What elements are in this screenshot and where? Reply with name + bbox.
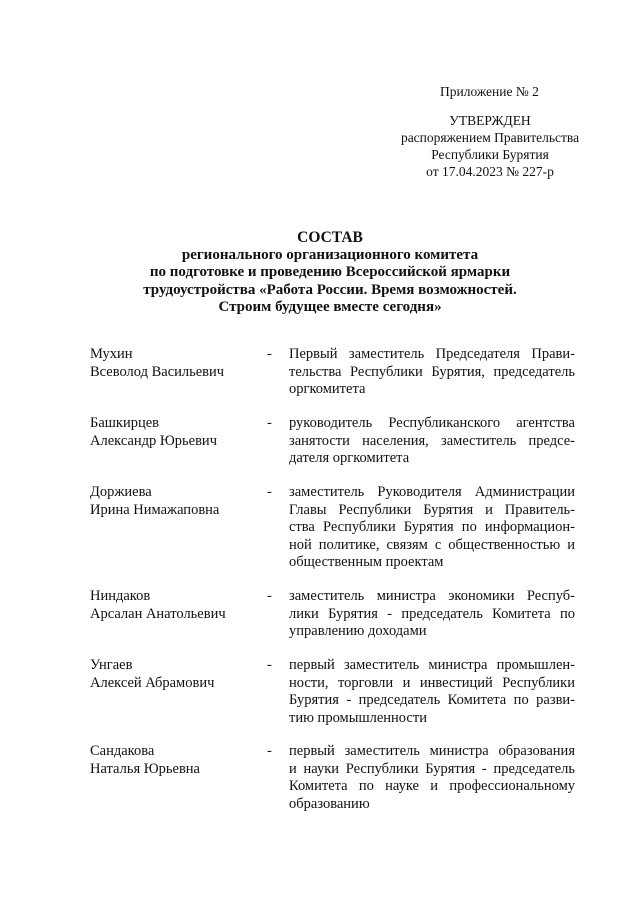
title-line: по подготовке и проведению Всероссийской ярмарки [149, 264, 511, 280]
role-line: общественным проектам [289, 554, 444, 570]
title-line: регионального организационного комитета [181, 246, 479, 263]
appendix-label: Приложение № 2 [440, 84, 539, 99]
role-line: первый заместитель министра образования [289, 743, 575, 759]
member-surname: Мухин [90, 346, 133, 362]
role-line: ства Республики Бурятия по информацион- [289, 519, 575, 535]
member-role [289, 588, 575, 641]
member-role [289, 346, 575, 399]
role-line: образованию [289, 795, 370, 812]
separator-dash: - [267, 346, 272, 362]
member-surname: Унгаев [90, 657, 133, 673]
member-surname: Доржиева [90, 484, 152, 500]
role-line: Главы Республики Бурятия и Правитель- [289, 501, 575, 518]
member-name [90, 484, 260, 519]
role-line: Комитета по науке и профессиональному [289, 778, 575, 794]
member-entry [90, 657, 575, 743]
member-given-names: Всеволод Васильевич [90, 363, 225, 380]
member-surname: Башкирцев [90, 415, 160, 431]
member-entry [90, 346, 575, 415]
role-line: оргкомитета [289, 381, 366, 397]
separator-dash: - [267, 588, 272, 604]
role-line: лики Бурятия - председатель Комитета по [289, 605, 575, 622]
member-name [90, 588, 260, 623]
role-line: ной политике, связям с общественностью и [289, 536, 575, 553]
approved-line: распоряжением Правительства [400, 130, 580, 145]
member-role [289, 657, 575, 727]
title-line: Строим будущее вместе сегодня» [218, 299, 442, 315]
document-title [120, 229, 540, 317]
separator-dash: - [267, 657, 272, 673]
member-role [289, 743, 575, 813]
member-surname: Ниндаков [90, 588, 151, 604]
title-main: СОСТАВ [297, 229, 363, 246]
role-line: тельства Республики Бурятия, председатель [289, 363, 575, 380]
approved-line: Республики Бурятия [431, 147, 549, 162]
role-line: Бурятия - председатель Комитета по разви- [289, 692, 575, 708]
member-name [90, 415, 260, 450]
approved-heading: УТВЕРЖДЕН [449, 113, 531, 128]
member-given-names: Александр Юрьевич [90, 432, 217, 449]
member-name [90, 657, 260, 692]
title-line: трудоустройства «Работа России. Время возможностей. [143, 281, 517, 298]
role-line: заместитель министра экономики Респуб- [289, 588, 575, 604]
member-surname: Сандакова [90, 743, 155, 759]
member-role [289, 415, 575, 468]
role-line: первый заместитель министра промышлен- [289, 657, 575, 673]
member-given-names: Алексей Абрамович [90, 674, 215, 691]
member-given-names: Арсалан Анатольевич [90, 605, 226, 622]
role-line: и науки Республики Бурятия - председатель [289, 760, 575, 777]
approval-stamp [385, 112, 595, 180]
member-given-names: Наталья Юрьевна [90, 760, 200, 777]
member-entry [90, 743, 575, 829]
member-entry [90, 484, 575, 588]
member-given-names: Ирина Нимажаповна [90, 501, 220, 518]
separator-dash: - [267, 743, 272, 759]
role-line: заместитель Руководителя Администрации [289, 484, 575, 500]
separator-dash: - [267, 415, 272, 431]
member-entry [90, 588, 575, 657]
committee-members-list [90, 346, 575, 829]
role-line: руководитель Республиканского агентства [289, 415, 575, 431]
member-entry [90, 415, 575, 484]
member-name [90, 346, 260, 381]
member-name [90, 743, 260, 778]
role-line: Первый заместитель Председателя Прави- [289, 346, 575, 362]
member-role [289, 484, 575, 572]
approved-date: от 17.04.2023 № 227-р [426, 164, 554, 179]
role-line: дателя оргкомитета [289, 450, 410, 466]
role-line: управлению доходами [289, 623, 427, 639]
role-line: ности, торговли и инвестиций Республики [289, 674, 575, 691]
role-line: тию промышленности [289, 709, 427, 726]
role-line: занятости населения, заместитель предсе- [289, 432, 575, 449]
separator-dash: - [267, 484, 272, 500]
